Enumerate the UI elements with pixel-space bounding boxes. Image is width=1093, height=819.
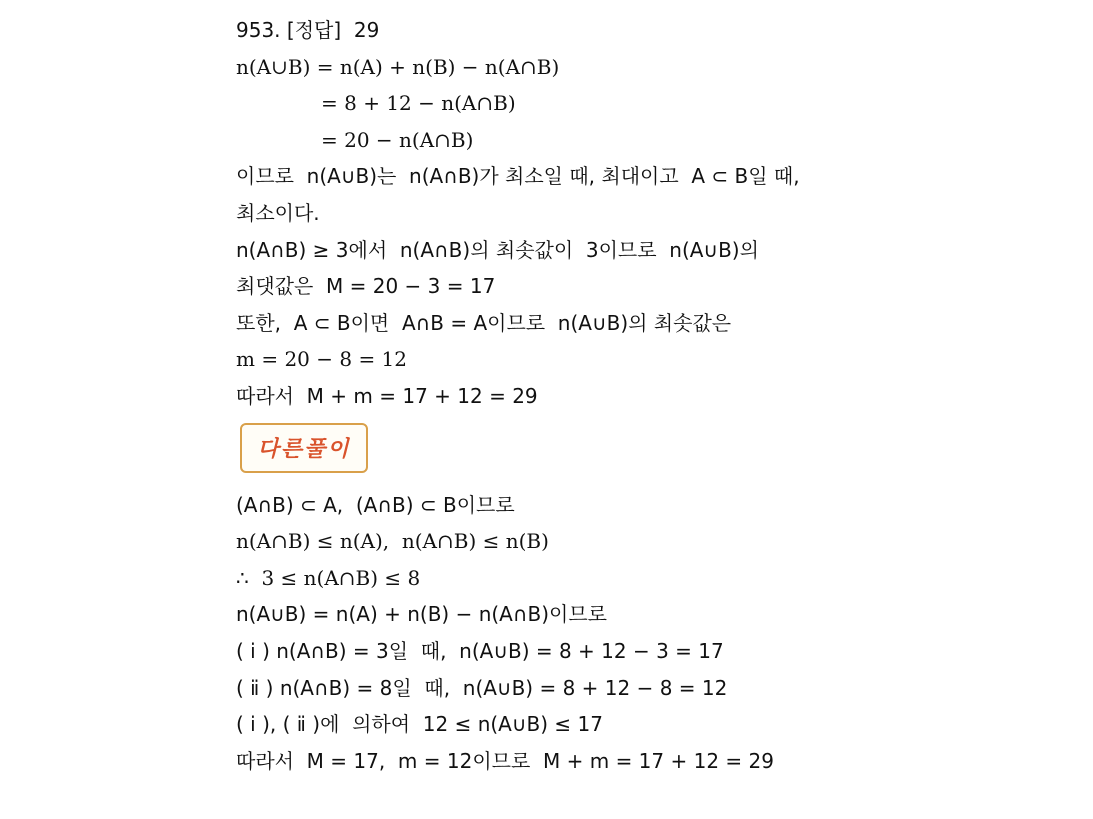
alt-line: ( ⅱ ) n(A∩B) = 8일 때, n(A∪B) = 8 + 12 − 8 = 12 [236,675,728,700]
formula-line: = 8 + 12 − n(A∩B) [321,91,516,116]
conclusion-line: 따라서 M + m = 17 + 12 = 29 [236,383,538,408]
alt-line: (A∩B) ⊂ A, (A∩B) ⊂ B이므로 [236,492,515,517]
explanation-line: 또한, A ⊂ B이면 A∩B = A이므로 n(A∪B)의 최솟값은 [236,310,732,335]
solution-block [236,12,1036,779]
answer-header: 953. [정답] 29 [236,18,380,42]
alt-line: ∴ 3 ≤ n(A∩B) ≤ 8 [236,565,421,590]
explanation-line: n(A∩B) ≥ 3에서 n(A∩B)의 최솟값이 3이므로 n(A∪B)의 [236,237,759,262]
alt-line: ( ⅰ ), ( ⅱ )에 의하여 12 ≤ n(A∪B) ≤ 17 [236,712,603,737]
formula-line: m = 20 − 8 = 12 [236,347,408,372]
alt-line: ( ⅰ ) n(A∩B) = 3일 때, n(A∪B) = 8 + 12 − 3 = 17 [236,638,724,663]
alt-line: n(A∩B) ≤ n(A), n(A∩B) ≤ n(B) [236,529,549,554]
explanation-line: 이므로 n(A∪B)는 n(A∩B)가 최소일 때, 최대이고 A ⊂ B일 때, [236,164,800,189]
formula-line: = 20 − n(A∩B) [321,127,474,152]
alt-solution-label: 다른풀이 [257,437,351,463]
alt-solution-badge [240,423,368,473]
explanation-line: 최댓값은 M = 20 − 3 = 17 [236,274,496,299]
alt-conclusion-line: 따라서 M = 17, m = 12이므로 M + m = 17 + 12 = 29 [236,748,774,773]
alt-solution-section [236,415,1036,487]
formula-line: n(A∪B) = n(A) + n(B) − n(A∩B) [236,54,560,79]
explanation-line: 최소이다. [236,200,320,225]
alt-line: n(A∪B) = n(A) + n(B) − n(A∩B)이므로 [236,602,607,627]
